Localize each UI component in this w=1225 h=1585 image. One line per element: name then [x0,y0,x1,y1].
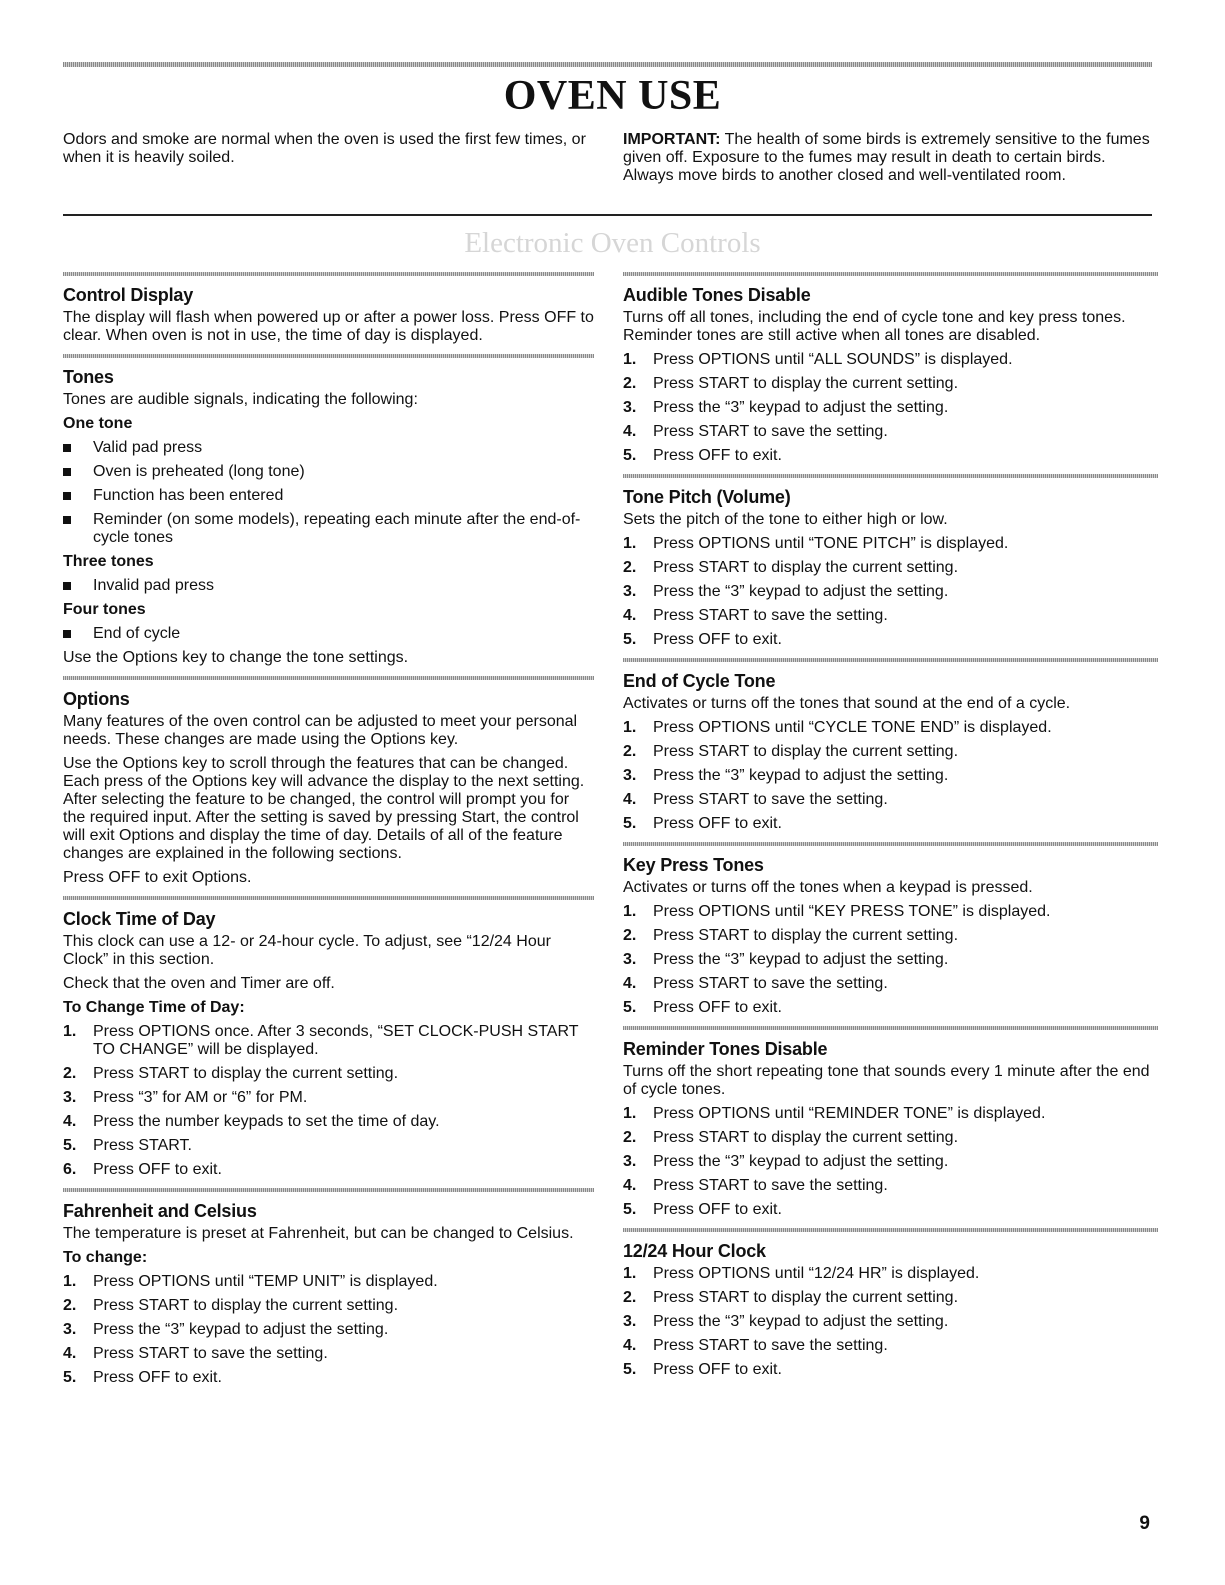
step-number: 5. [623,447,637,464]
step-item [623,903,1158,921]
section-heading: End of Cycle Tone [623,671,776,691]
paragraph: Press OFF to exit Options. [63,869,252,886]
section-rule [623,1228,1158,1232]
step-number: 5. [63,1137,77,1154]
step-text: Press START to save the setting. [653,607,888,624]
step-number: 4. [63,1113,77,1130]
step-number: 2. [623,1129,637,1146]
step-item [623,423,1158,441]
bullet-item [63,577,594,595]
paragraph: Use the Options key to change the tone settings. [63,649,409,666]
step-number: 1. [623,903,637,920]
paragraph: Activates or turns off the tones that sound at the end of a cycle. [623,695,1071,712]
step-item [623,1153,1158,1171]
section-subtitle: Electronic Oven Controls [464,227,761,259]
step-item [63,1137,594,1155]
section-rule [623,658,1158,662]
paragraph: Turns off all tones, including the end of cycle tone and key press tones. Reminder tones are still active when all tones are disabled. [623,309,1126,344]
step-number: 2. [623,559,637,576]
bullet-text: Valid pad press [93,439,203,456]
step-text: Press OPTIONS until “CYCLE TONE END” is displayed. [653,719,1052,736]
step-item [63,1369,594,1387]
step-text: Press OFF to exit. [653,999,782,1016]
step-number: 4. [623,791,637,808]
step-item [623,607,1158,625]
step-item [63,1023,594,1059]
key-press-section [623,842,1158,1017]
step-text: Press OPTIONS once. After 3 seconds, “SET CLOCK-PUSH START TO CHANGE” will be displayed. [93,1023,579,1058]
step-number: 5. [623,999,637,1016]
section-heading: 12/24 Hour Clock [623,1241,766,1261]
step-text: Press START to display the current setting. [653,1289,959,1306]
step-item [623,1289,1158,1307]
step-text: Press START to display the current setting. [653,375,959,392]
step-item [623,767,1158,785]
section-rule [623,272,1158,276]
important-body: The health of some birds is extremely sensitive to the fumes given off. Exposure to the fumes may result in death to certain birds. Always move birds to another closed and well-ventilated room. [623,131,1150,184]
paragraph: Tones are audible signals, indicating the following: [63,391,418,408]
step-text: Press START to save the setting. [653,423,888,440]
end-of-cycle-section [623,658,1158,833]
step-text: Press START to save the setting. [653,1337,888,1354]
bullet-text: Invalid pad press [93,577,214,594]
step-text: Press START to display the current setting. [653,559,959,576]
step-text: Press OFF to exit. [653,1201,782,1218]
bullet-text: Oven is preheated (long tone) [93,463,305,480]
step-text: Press the number keypads to set the time of day. [93,1113,440,1130]
step-item [623,719,1158,737]
reminder-tones-section [623,1026,1158,1219]
step-text: Press OPTIONS until “ALL SOUNDS” is displayed. [653,351,1013,368]
paragraph: Many features of the oven control can be adjusted to meet your personal needs. These changes are made using the Options key. [63,713,578,748]
left-column [63,272,594,1396]
step-item [63,1113,594,1131]
step-text: Press the “3” keypad to adjust the setting. [653,1153,949,1170]
section-heading: Tone Pitch (Volume) [623,487,791,507]
four-tones-label: Four tones [63,601,146,618]
step-number: 4. [623,1177,637,1194]
intro-important-text [623,131,1158,185]
step-item [623,351,1158,369]
step-item [623,631,1158,649]
step-text: Press START to save the setting. [653,975,888,992]
step-text: Press the “3” keypad to adjust the setting. [653,583,949,600]
bullet-item [63,511,594,547]
bullet-square-icon [63,468,71,476]
step-number: 4. [623,607,637,624]
step-number: 1. [623,351,637,368]
step-item [63,1065,594,1083]
step-text: Press START to save the setting. [653,1177,888,1194]
section-rule [63,676,594,680]
paragraph: Use the Options key to scroll through the features that can be changed. Each press of the Options key will advance the display to the next setting. After selecting the feature to be changed, the control will prompt you for the required input. After the setting is saved by pressing Start, the control will exit Options and display the time of day. Details of all of the feature changes are explained in the following sections. [63,755,585,862]
step-text: Press OPTIONS until “12/24 HR” is displayed. [653,1265,980,1282]
three-tones-label: Three tones [63,553,154,570]
step-item [623,815,1158,833]
important-label: IMPORTANT: [623,131,721,148]
step-item [623,375,1158,393]
step-number: 3. [623,951,637,968]
step-text: Press OFF to exit. [653,815,782,832]
step-item [63,1161,594,1179]
step-number: 6. [63,1161,77,1178]
bullet-square-icon [63,630,71,638]
bullet-item [63,463,594,481]
step-item [623,1105,1158,1123]
step-number: 4. [63,1345,77,1362]
bullet-text: End of cycle [93,625,181,642]
tone-pitch-section [623,474,1158,649]
step-text: Press OPTIONS until “TONE PITCH” is displayed. [653,535,1009,552]
step-text: Press the “3” keypad to adjust the setting. [653,767,949,784]
step-number: 5. [623,1201,637,1218]
step-number: 3. [623,583,637,600]
clock-section [63,896,594,1179]
step-item [623,927,1158,945]
options-section [63,676,594,887]
bullet-item [63,625,594,643]
step-number: 2. [63,1297,77,1314]
step-number: 3. [623,1313,637,1330]
step-number: 2. [623,743,637,760]
hour-clock-section [623,1228,1158,1379]
paragraph: This clock can use a 12- or 24-hour cycle. To adjust, see “12/24 Hour Clock” in this section. [63,933,551,968]
step-text: Press OPTIONS until “KEY PRESS TONE” is displayed. [653,903,1051,920]
step-text: Press OFF to exit. [653,447,782,464]
step-item [63,1273,594,1291]
step-number: 1. [623,719,637,736]
step-item [623,583,1158,601]
bullet-square-icon [63,492,71,500]
step-text: Press START to display the current setting. [653,743,959,760]
bullet-item [63,439,594,457]
step-text: Press START to display the current setting. [653,1129,959,1146]
bullet-text: Reminder (on some models), repeating each minute after the end-of-cycle tones [93,511,581,546]
bullet-item [63,487,594,505]
subheading: To Change Time of Day: [63,999,245,1016]
step-item [63,1297,594,1315]
step-item [63,1345,594,1363]
section-heading: Options [63,689,130,709]
section-rule [623,842,1158,846]
top-dotted-rule [63,62,1152,67]
section-heading: Control Display [63,285,194,305]
step-item [623,535,1158,553]
step-text: Press START to save the setting. [653,791,888,808]
fahrenheit-section [63,1188,594,1387]
section-rule [623,1026,1158,1030]
step-number: 1. [63,1273,77,1290]
subheading: To change: [63,1249,148,1266]
section-heading: Reminder Tones Disable [623,1039,828,1059]
step-text: Press OFF to exit. [653,1361,782,1378]
step-number: 5. [623,815,637,832]
step-number: 2. [623,927,637,944]
step-number: 1. [623,535,637,552]
paragraph: The temperature is preset at Fahrenheit, but can be changed to Celsius. [63,1225,574,1242]
step-number: 3. [63,1089,77,1106]
section-rule [63,1188,594,1192]
step-number: 3. [63,1321,77,1338]
step-item [623,1265,1158,1283]
step-text: Press OPTIONS until “REMINDER TONE” is displayed. [653,1105,1046,1122]
step-text: Press the “3” keypad to adjust the setting. [93,1321,389,1338]
step-item [623,447,1158,465]
section-heading: Fahrenheit and Celsius [63,1201,257,1221]
step-item [623,975,1158,993]
tones-section [63,354,594,667]
step-item [623,1177,1158,1195]
step-text: Press OPTIONS until “TEMP UNIT” is displayed. [93,1273,438,1290]
step-number: 4. [623,423,637,440]
page-number: 9 [1139,1513,1150,1534]
step-number: 5. [623,1361,637,1378]
step-text: Press START to save the setting. [93,1345,328,1362]
step-number: 5. [63,1369,77,1386]
step-text: Press START to display the current setting. [93,1297,399,1314]
step-text: Press OFF to exit. [653,631,782,648]
right-column [623,272,1158,1388]
paragraph: Activates or turns off the tones when a keypad is pressed. [623,879,1033,896]
step-number: 4. [623,1337,637,1354]
step-item [623,1129,1158,1147]
step-number: 3. [623,399,637,416]
control-display-section [63,272,594,345]
step-text: Press START to display the current setting. [653,927,959,944]
bullet-text: Function has been entered [93,487,284,504]
step-number: 2. [623,1289,637,1306]
step-text: Press the “3” keypad to adjust the setting. [653,1313,949,1330]
bullet-square-icon [63,444,71,452]
paragraph: Turns off the short repeating tone that sounds every 1 minute after the end of cycle tones. [623,1063,1150,1098]
intro-odors-text: Odors and smoke are normal when the oven is used the first few times, or when it is heavily soiled. [63,131,586,166]
step-text: Press OFF to exit. [93,1161,222,1178]
step-number: 1. [623,1105,637,1122]
step-text: Press OFF to exit. [93,1369,222,1386]
paragraph: The display will flash when powered up or after a power loss. Press OFF to clear. When oven is not in use, the time of day is displayed. [63,309,594,344]
step-text: Press the “3” keypad to adjust the setting. [653,951,949,968]
step-item [623,1337,1158,1355]
section-heading: Tones [63,367,114,387]
bullet-square-icon [63,582,71,590]
paragraph: Sets the pitch of the tone to either high or low. [623,511,948,528]
step-text: Press START. [93,1137,192,1154]
step-number: 1. [623,1265,637,1282]
step-number: 4. [623,975,637,992]
page-title: OVEN USE [503,73,722,119]
section-divider [63,214,1152,216]
paragraph: Check that the oven and Timer are off. [63,975,335,992]
step-text: Press START to display the current setting. [93,1065,399,1082]
step-number: 1. [63,1023,77,1040]
step-number: 3. [623,767,637,784]
section-rule [63,354,594,358]
section-rule [63,272,594,276]
step-text: Press “3” for AM or “6” for PM. [93,1089,308,1106]
bullet-square-icon [63,516,71,524]
step-item [623,1201,1158,1219]
section-heading: Key Press Tones [623,855,764,875]
step-number: 2. [623,375,637,392]
one-tone-label: One tone [63,415,133,432]
step-item [623,1313,1158,1331]
step-number: 2. [63,1065,77,1082]
section-rule [623,474,1158,478]
step-text: Press the “3” keypad to adjust the setting. [653,399,949,416]
step-number: 3. [623,1153,637,1170]
step-item [623,743,1158,761]
step-item [623,999,1158,1017]
step-item [623,399,1158,417]
step-item [63,1089,594,1107]
audible-tones-section [623,272,1158,465]
step-item [623,559,1158,577]
step-item [623,1361,1158,1379]
step-item [63,1321,594,1339]
step-item [623,791,1158,809]
section-heading: Clock Time of Day [63,909,216,929]
step-number: 5. [623,631,637,648]
section-heading: Audible Tones Disable [623,285,811,305]
section-rule [63,896,594,900]
step-item [623,951,1158,969]
